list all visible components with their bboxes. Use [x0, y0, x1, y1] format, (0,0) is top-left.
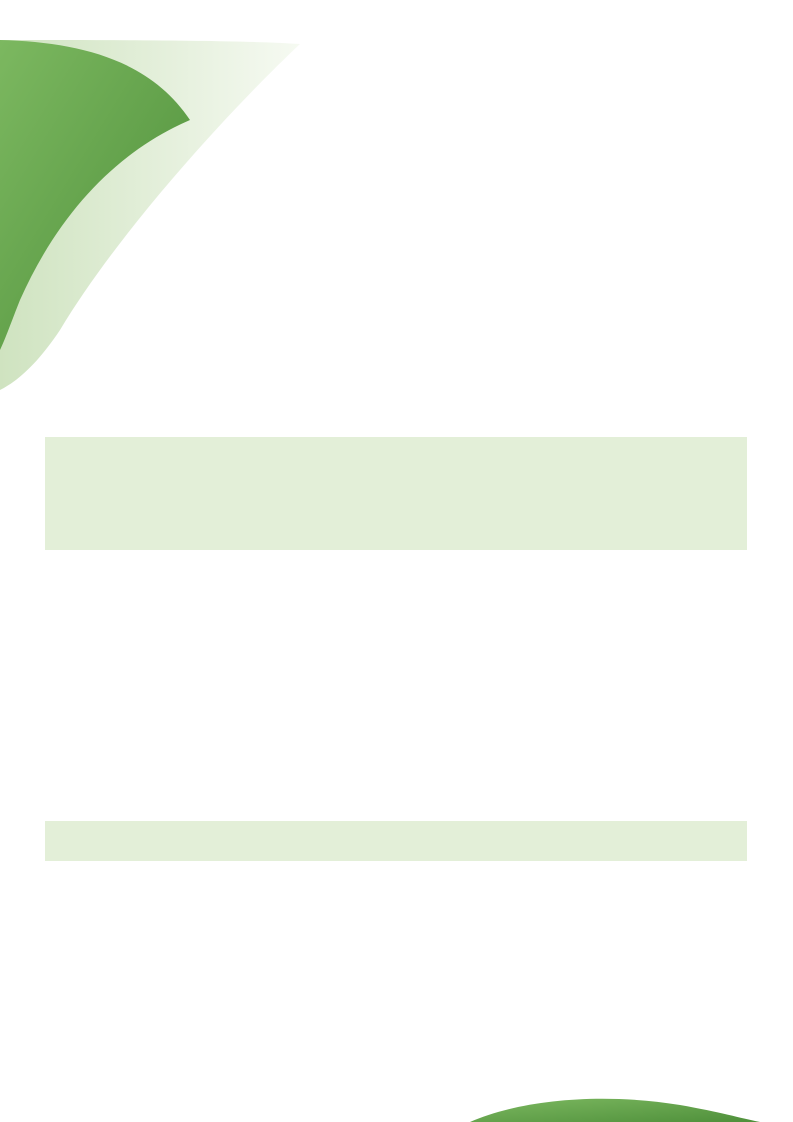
formula-band [45, 821, 747, 861]
example-band [45, 437, 747, 550]
